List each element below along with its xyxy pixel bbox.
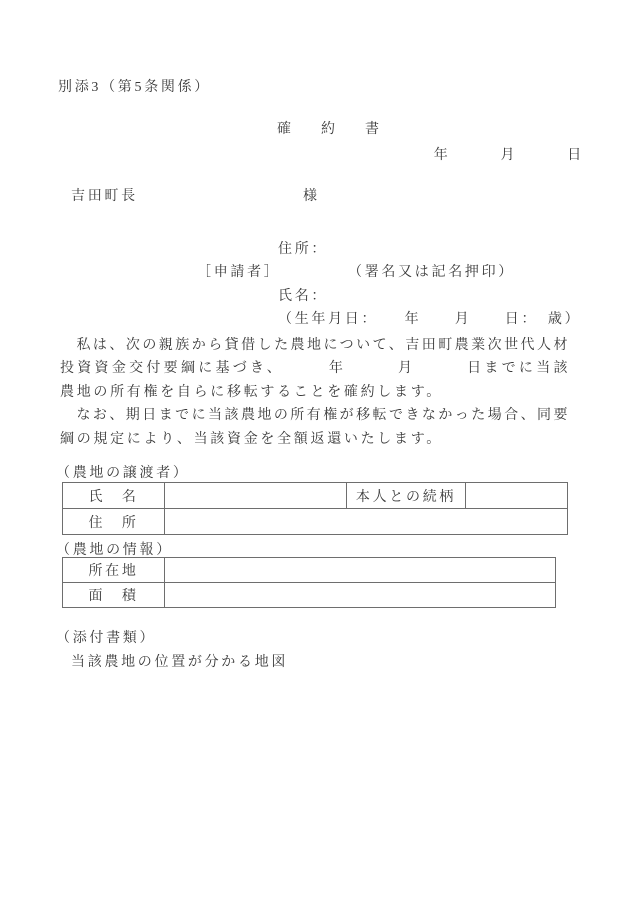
attachment-item: 当該農地の位置が分かる地図 bbox=[71, 655, 289, 670]
table-row bbox=[63, 558, 556, 583]
applicant-signature-note: （署名又は記名押印） bbox=[348, 265, 515, 280]
document-title: 確 約 書 bbox=[277, 122, 387, 137]
farmland-section-heading: （農地の情報） bbox=[56, 543, 173, 558]
table-row bbox=[63, 509, 568, 535]
farmland-area-label-cell: 面 積 bbox=[63, 583, 165, 608]
transferor-section-heading: （農地の譲渡者） bbox=[56, 466, 190, 481]
transferor-name-label-cell: 氏 名 bbox=[63, 483, 165, 509]
transferor-table bbox=[62, 482, 568, 535]
attachment-note: 別添3（第5条関係） bbox=[58, 80, 211, 95]
transferor-address-value-cell bbox=[165, 509, 568, 535]
addressee-name: 吉田町長 bbox=[71, 189, 138, 204]
transferor-relation-label-cell: 本人との続柄 bbox=[347, 483, 466, 509]
transferor-address-label-cell: 住 所 bbox=[63, 509, 165, 535]
applicant-bracket-label: ［申請者］ bbox=[197, 265, 281, 280]
transferor-relation-value-cell bbox=[466, 483, 568, 509]
farmland-area-value-cell bbox=[165, 583, 556, 608]
body-paragraph1-line3: 農地の所有権を自らに移転することを確約します。 bbox=[60, 385, 443, 400]
farmland-table bbox=[62, 557, 556, 608]
body-paragraph2-line1: なお、期日までに当該農地の所有権が移転できなかった場合、同要 bbox=[60, 408, 569, 423]
body-paragraph2-line2: 綱の規定により、当該資金を全額返還いたします。 bbox=[60, 432, 443, 447]
table-row bbox=[63, 583, 556, 608]
applicant-address-label: 住所： bbox=[278, 242, 329, 257]
applicant-name-label: 氏名： bbox=[278, 289, 329, 304]
transferor-name-value-cell bbox=[165, 483, 347, 509]
addressee-honorific: 様 bbox=[303, 189, 320, 204]
applicant-birthdate-line: （生年月日： 年 月 日： 歳） bbox=[278, 312, 582, 327]
body-paragraph1-line1: 私は、次の親族から貸借した農地について、吉田町農業次世代人材 bbox=[60, 338, 569, 353]
farmland-location-label-cell: 所在地 bbox=[63, 558, 165, 583]
attachments-section-heading: （添付書類） bbox=[56, 631, 157, 646]
date-line: 年 月 日 bbox=[433, 148, 584, 163]
table-row bbox=[63, 483, 568, 509]
farmland-location-value-cell bbox=[165, 558, 556, 583]
body-paragraph1-line2: 投資資金交付要綱に基づき、 年 月 日までに当該 bbox=[60, 361, 569, 376]
